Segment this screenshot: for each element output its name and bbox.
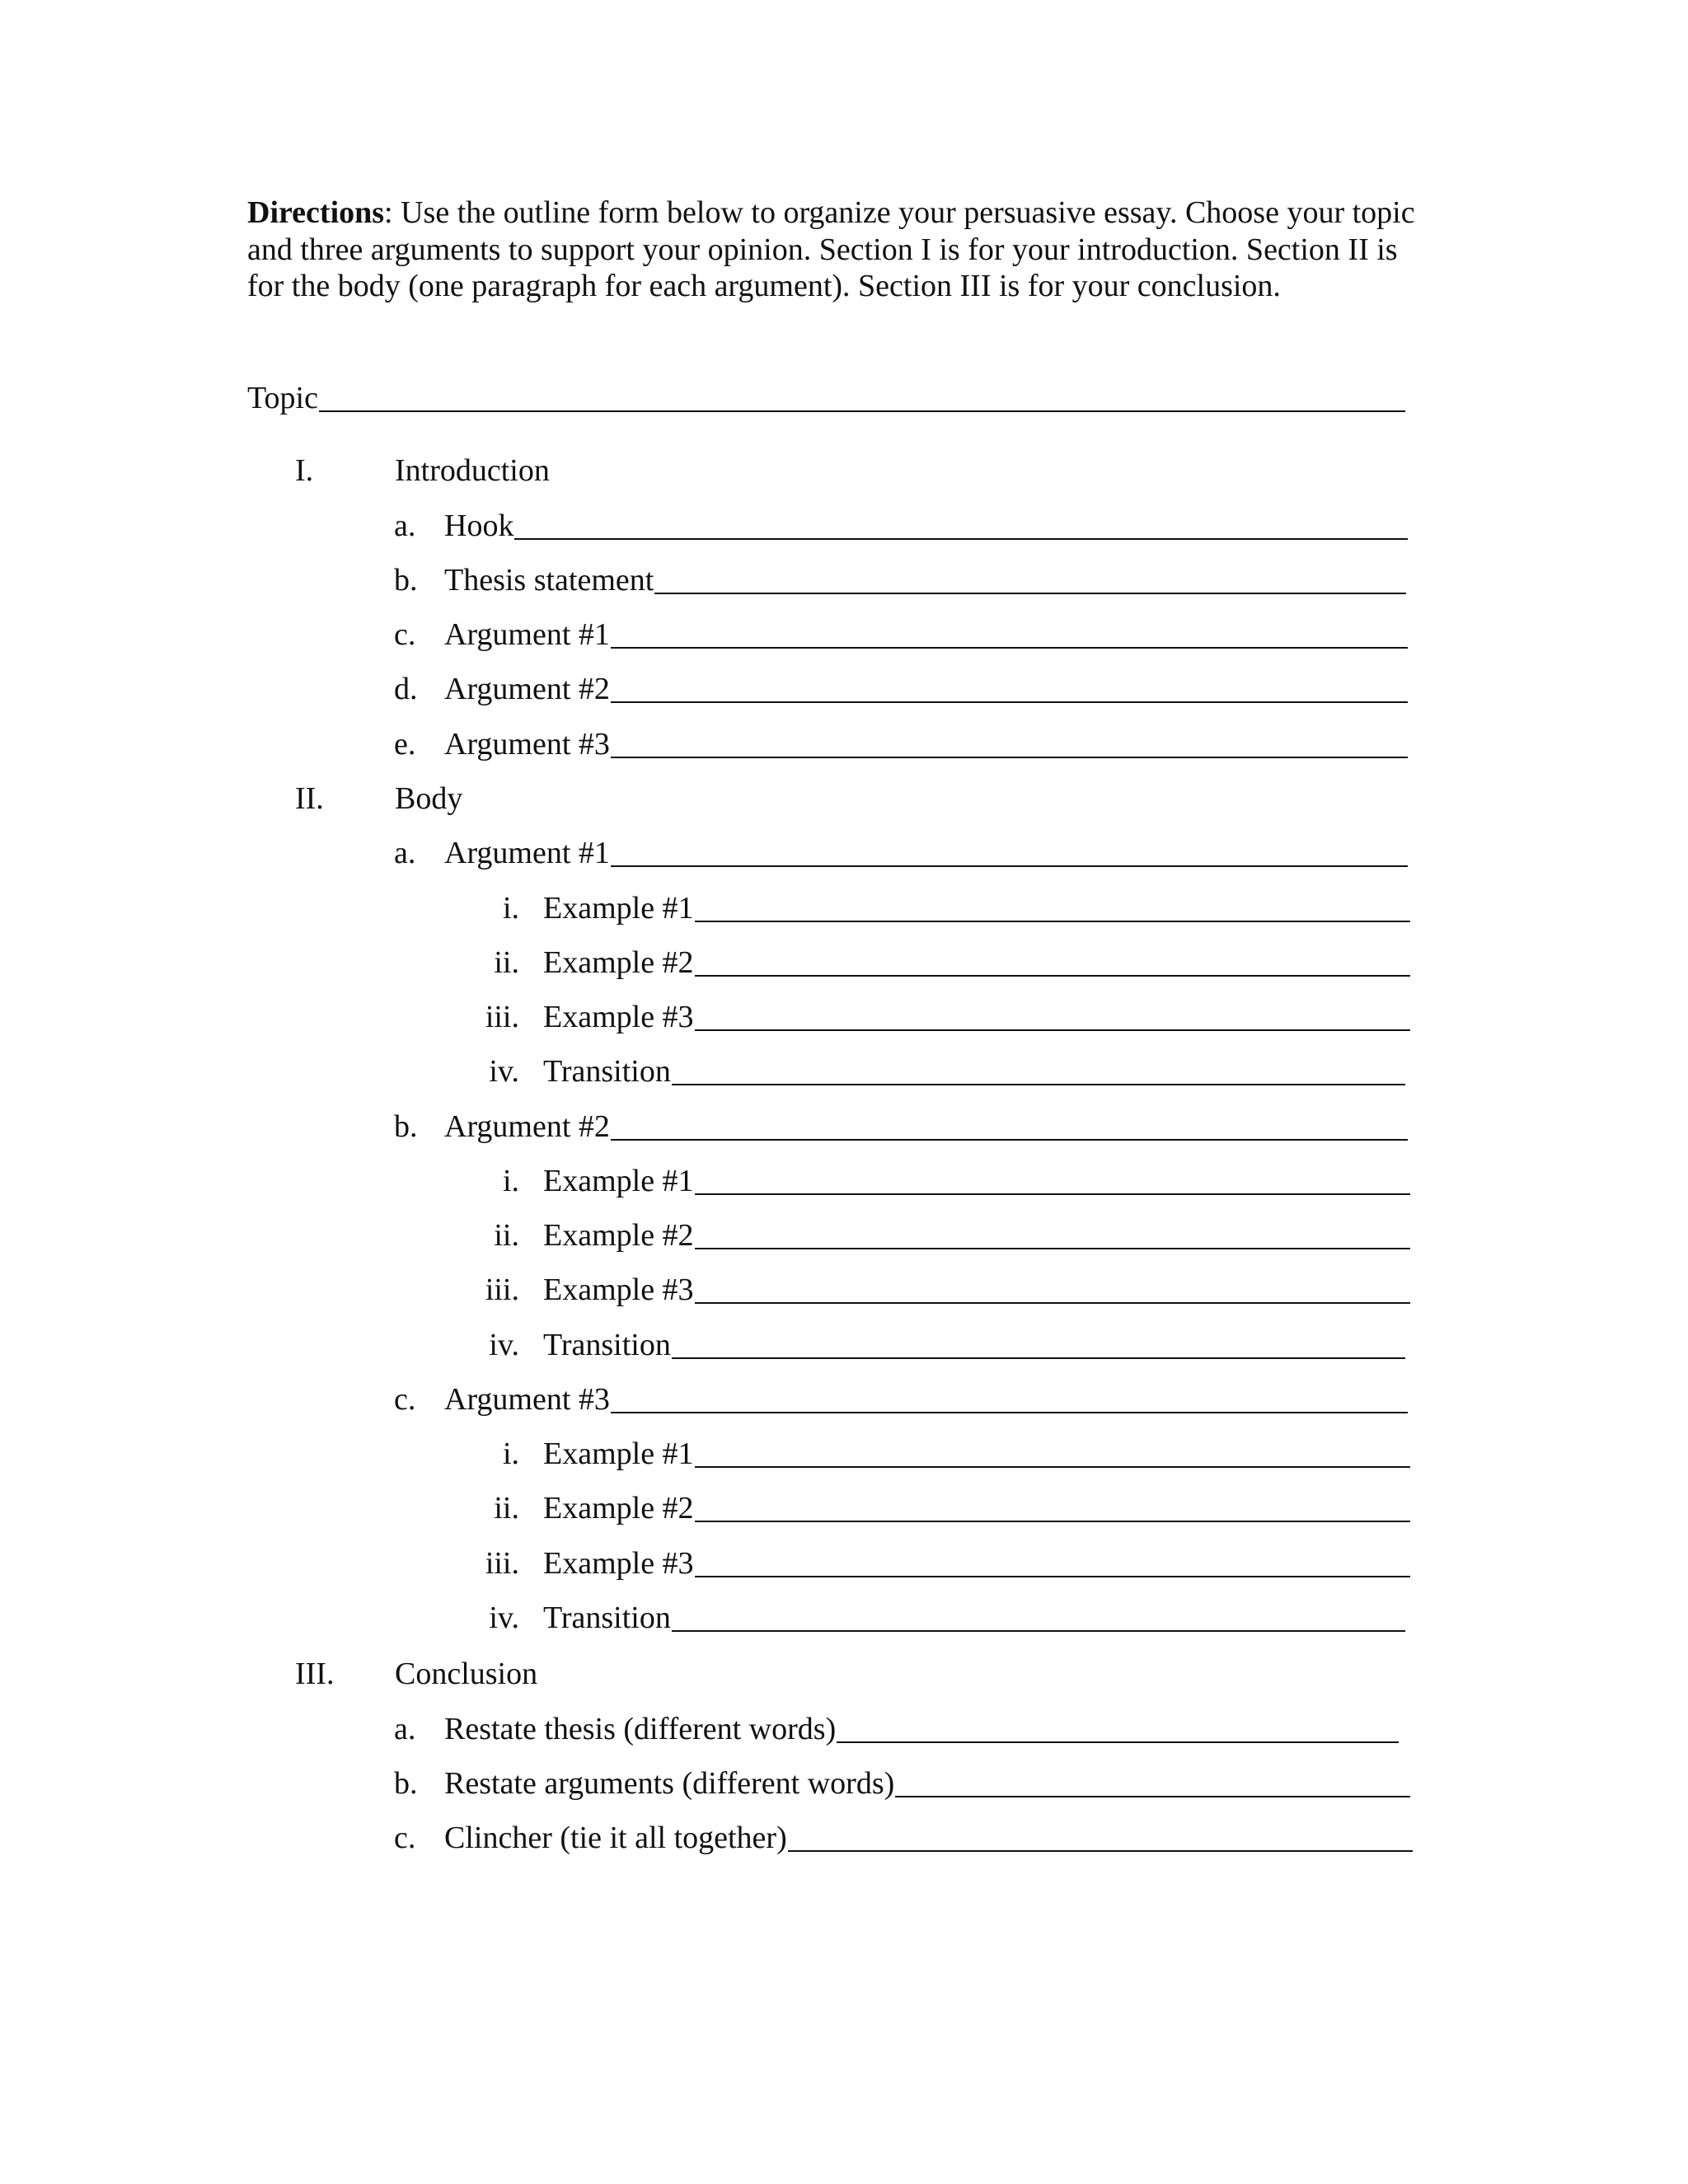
conclusion-clincher-label: Clincher (tie it all together) [444,1821,787,1855]
body-a-transition-row [543,1051,1405,1092]
body-a-ii-marker: ii. [494,945,519,980]
directions-text: : Use the outline form below to organize your persuasive essay. Choose your topic and three arguments to support your opinion. Section I is for your introduction. Section II is for the body (one paragraph for each argument). Section III is for your conclusion. [247,195,1415,303]
intro-hook-line[interactable] [514,538,1408,540]
body-c-marker: c. [394,1382,416,1417]
body-a-example-2-row [543,942,1410,983]
intro-argument-2-row [444,668,1408,710]
body-b-example-3-line[interactable] [695,1302,1410,1304]
conclusion-arguments-line[interactable] [895,1796,1410,1797]
intro-argument-1-label: Argument #1 [444,617,610,652]
body-b-i-marker: i. [502,1164,519,1198]
conclusion-clincher-row [444,1817,1413,1858]
body-argument-3-label: Argument #3 [444,1382,610,1417]
body-a-example-1-row [543,888,1410,929]
body-b-example-3-label: Example #3 [543,1272,694,1307]
body-a-example-1-label: Example #1 [543,891,694,926]
body-c-example-3-label: Example #3 [543,1546,694,1581]
section-2-title: Body [395,781,463,816]
intro-argument-3-label: Argument #3 [444,727,610,762]
body-a-example-1-line[interactable] [695,921,1410,922]
section-2-numeral: II. [295,781,324,816]
conclusion-thesis-label: Restate thesis (different words) [444,1712,837,1746]
conclusion-thesis-row [444,1708,1399,1750]
intro-e-marker: e. [394,727,416,762]
body-b-iii-marker: iii. [485,1272,519,1307]
body-b-example-2-line[interactable] [695,1248,1410,1249]
topic-row [247,377,1405,419]
body-a-example-2-line[interactable] [695,975,1410,977]
intro-d-marker: d. [394,672,418,706]
body-c-example-3-row [543,1543,1410,1584]
conclusion-c-marker: c. [394,1821,416,1855]
body-c-example-2-label: Example #2 [543,1491,694,1526]
body-b-ii-marker: ii. [494,1218,519,1253]
body-argument-3-line[interactable] [611,1412,1408,1413]
intro-thesis-line[interactable] [654,593,1406,594]
body-argument-1-label: Argument #1 [444,836,610,870]
intro-thesis-row [444,560,1406,601]
body-a-transition-label: Transition [543,1054,671,1089]
body-c-example-3-line[interactable] [695,1576,1410,1577]
body-a-example-3-line[interactable] [695,1029,1410,1031]
body-c-iii-marker: iii. [485,1546,519,1581]
directions-paragraph [247,194,1434,305]
intro-argument-2-line[interactable] [611,701,1408,703]
body-c-transition-line[interactable] [672,1630,1405,1632]
topic-label: Topic [247,381,318,415]
directions-label: Directions [247,195,385,230]
body-argument-2-line[interactable] [611,1139,1408,1141]
intro-thesis-label: Thesis statement [444,563,654,598]
intro-argument-1-row [444,614,1408,655]
intro-argument-3-row [444,724,1408,765]
body-c-ii-marker: ii. [494,1491,519,1526]
body-a-example-3-label: Example #3 [543,1000,694,1034]
body-a-iv-marker: iv. [489,1054,519,1089]
intro-c-marker: c. [394,617,416,652]
body-argument-2-label: Argument #2 [444,1109,610,1144]
body-b-iv-marker: iv. [489,1328,519,1362]
conclusion-a-marker: a. [394,1712,416,1746]
conclusion-arguments-row [444,1763,1410,1804]
body-c-transition-label: Transition [543,1601,671,1635]
section-1-title: Introduction [395,453,550,488]
intro-hook-row [444,505,1408,546]
body-a-example-2-label: Example #2 [543,945,694,980]
section-3-title: Conclusion [395,1657,538,1691]
body-a-transition-line[interactable] [672,1084,1405,1085]
body-c-transition-row [543,1597,1405,1638]
body-b-transition-line[interactable] [672,1357,1405,1359]
body-c-i-marker: i. [502,1436,519,1471]
body-argument-1-row [444,832,1408,874]
body-b-transition-row [543,1324,1405,1366]
intro-argument-1-line[interactable] [611,647,1408,649]
body-b-transition-label: Transition [543,1328,671,1362]
body-b-example-1-row [543,1160,1410,1202]
body-b-marker: b. [394,1109,418,1144]
body-a-example-3-row [543,996,1410,1038]
intro-argument-2-label: Argument #2 [444,672,610,706]
body-argument-3-row [444,1379,1408,1420]
intro-hook-label: Hook [444,509,514,543]
body-b-example-2-row [543,1215,1410,1256]
body-c-example-1-line[interactable] [695,1466,1410,1468]
topic-answer-line[interactable] [319,410,1405,412]
body-argument-1-line[interactable] [611,865,1408,867]
body-c-example-1-label: Example #1 [543,1436,694,1471]
intro-b-marker: b. [394,563,418,598]
conclusion-b-marker: b. [394,1766,418,1801]
body-c-example-2-line[interactable] [695,1521,1410,1522]
body-a-iii-marker: iii. [485,1000,519,1034]
body-b-example-3-row [543,1269,1410,1310]
body-c-example-2-row [543,1488,1410,1529]
body-a-marker: a. [394,836,416,870]
body-b-example-2-label: Example #2 [543,1218,694,1253]
section-1-numeral: I. [295,453,314,488]
body-c-iv-marker: iv. [489,1601,519,1635]
body-a-i-marker: i. [502,891,519,926]
body-b-example-1-label: Example #1 [543,1164,694,1198]
body-argument-2-row [444,1106,1408,1147]
body-b-example-1-line[interactable] [695,1193,1410,1195]
intro-argument-3-line[interactable] [611,757,1408,758]
conclusion-arguments-label: Restate arguments (different words) [444,1766,895,1801]
body-c-example-1-row [543,1433,1410,1474]
intro-a-marker: a. [394,509,416,543]
conclusion-thesis-line[interactable] [837,1741,1399,1743]
conclusion-clincher-line[interactable] [788,1850,1413,1852]
section-3-numeral: III. [295,1657,335,1691]
